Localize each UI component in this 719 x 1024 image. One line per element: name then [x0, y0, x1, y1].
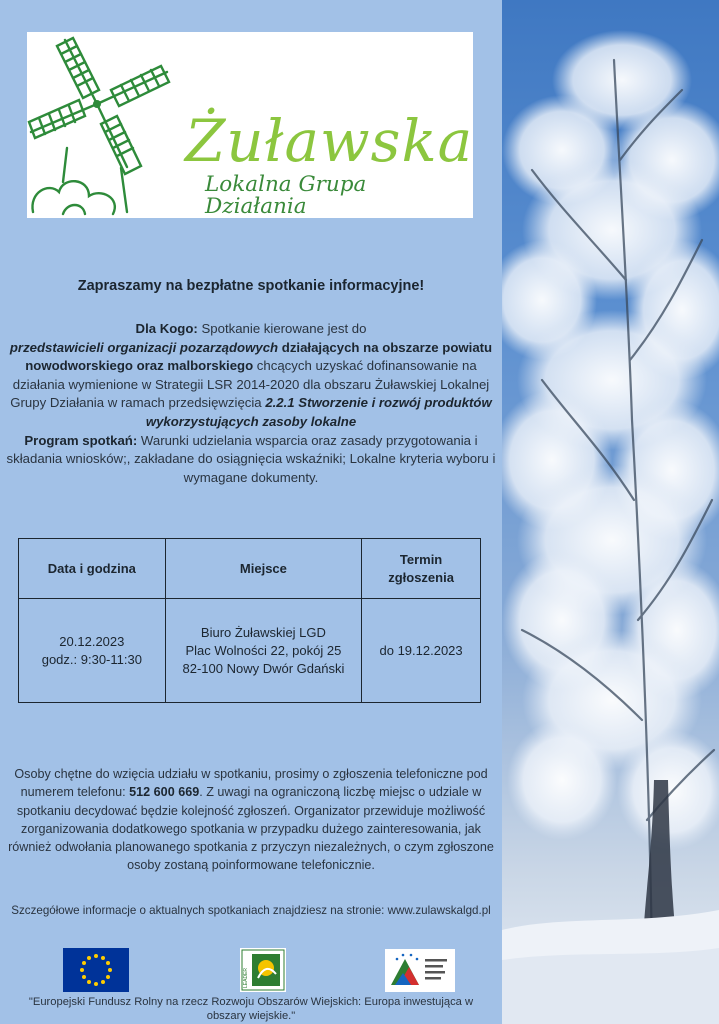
meeting-time: godz.: 9:30-11:30 — [41, 651, 142, 667]
cell-deadline: do 19.12.2023 — [362, 599, 481, 703]
who-target-group: przedstawicieli organizacji pozarządowych — [9, 339, 279, 355]
meeting-table — [18, 538, 481, 703]
cell-date — [19, 599, 166, 703]
who-project: 2.2.1 Stworzenie i rozwój produktów wykorzystujących zasoby lokalne — [145, 395, 492, 429]
place-line-1: Biuro Żuławskiej LGD — [200, 624, 326, 640]
windmill-icon — [27, 32, 187, 218]
lgd-logo — [27, 32, 473, 218]
contact-text-1: Osoby chętne do wzięcia udziału w spotkaniu, prosimy o zgłoszenia telefoniczne pod numerem telefonu: — [14, 767, 488, 800]
cell-place — [165, 599, 361, 703]
leader-logo-icon — [240, 948, 286, 992]
snowy-tree-photo — [502, 0, 719, 1024]
place-line-3: 82-100 Nowy Dwór Gdański — [182, 660, 345, 676]
leader-logo-text: LEADER — [243, 967, 249, 988]
snowy-tree-illustration — [502, 0, 719, 1024]
prow-logo-icon — [385, 949, 455, 992]
table-header-row — [19, 539, 481, 599]
table-row — [19, 599, 481, 703]
program-text: Warunki udzielania wsparcia oraz zasady przygotowania i składania wniosków;, zakładane do osiągnięcia wskaźniki; Lokalne kryteria wyboru i wymagane dokumenty. — [6, 432, 496, 485]
header-deadline: Termin zgłoszenia — [362, 539, 481, 599]
who-area: działających na obszarze powiatu nowodworskiego oraz malborskiego — [25, 339, 493, 374]
header-place: Miejsce — [165, 539, 361, 599]
meeting-date: 20.12.2023 — [59, 633, 125, 649]
contact-text-2: . Z uwagi na ograniczoną liczbę miejsc o udziale w spotkaniu decydować będzie kolejność zgłoszeń. Organizator przewiduje możliwość zorganizowania dodatkowego spotkania w przypadku dużego zainteresowania, jak również odwołania planowanego spotkania z przyczyn niezależnych, o czym zgłoszone osoby zostaną poinformowane telefonicznie. — [8, 785, 494, 873]
eu-flag-icon — [63, 948, 129, 992]
program-label: Program spotkań: — [24, 432, 138, 448]
place-line-2: Plac Wolności 22, pokój 25 — [185, 642, 342, 658]
footer-eafrd-slogan: "Europejski Fundusz Rolny na rzecz Rozwoju Obszarów Wiejskich: Europa inwestująca w obszary wiejskie." — [28, 996, 474, 1022]
details-link-text: Szczegółowe informacje o aktualnych spotkaniach znajdziesz na stronie: www.zulawskalgd.pl — [11, 904, 491, 917]
who-label: Dla Kogo: — [135, 321, 198, 336]
phone-number: 512 600 669 — [129, 785, 200, 800]
who-text-1: Spotkanie kierowane jest do — [197, 321, 367, 336]
who-text-3: chcących uzyskać dofinansowanie na działania wymienione w Strategii LSR 2014-2020 dla obszaru Żuławskiej Lokalnej Grupy Działania w ramach przedsięwzięcia — [10, 358, 490, 411]
header-date: Data i godzina — [19, 539, 166, 599]
logo-title: Żuławska — [185, 107, 474, 175]
contact-info — [0, 765, 502, 875]
logo-subtitle: Lokalna Grupa Działania — [205, 172, 367, 219]
invite-heading: Zapraszamy na bezpłatne spotkanie informacyjne! — [77, 278, 425, 294]
description-block — [0, 320, 502, 487]
